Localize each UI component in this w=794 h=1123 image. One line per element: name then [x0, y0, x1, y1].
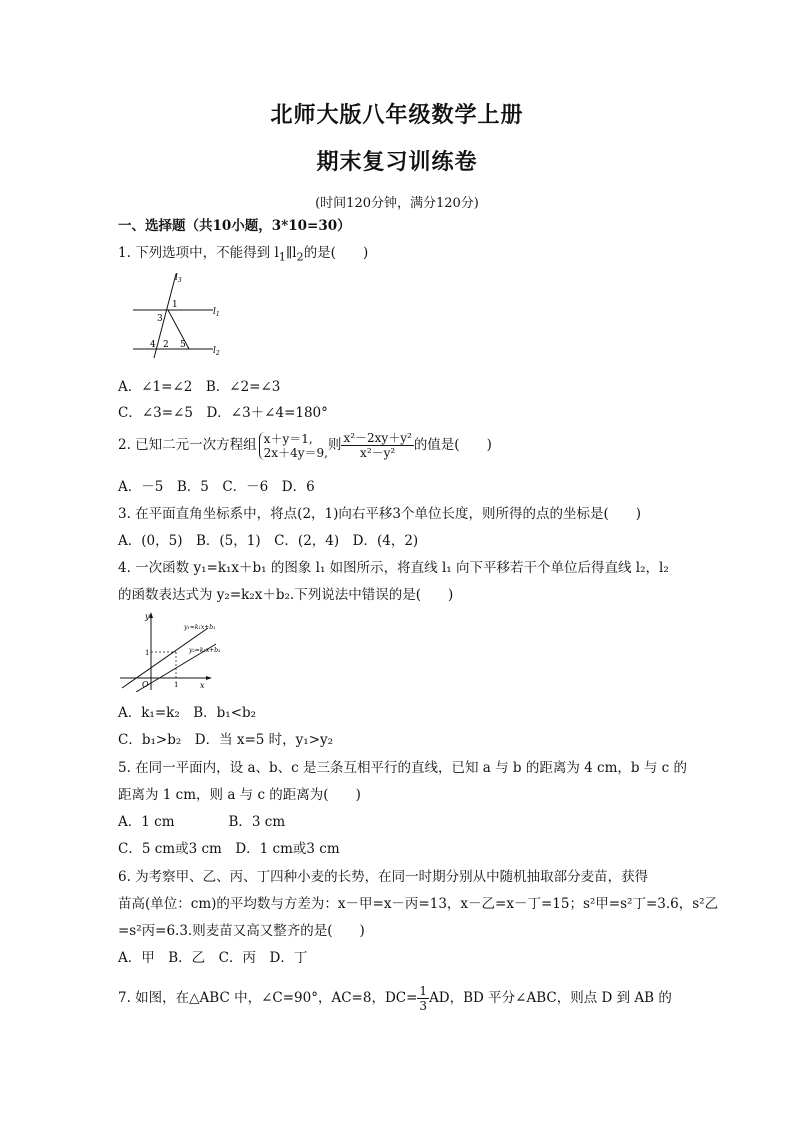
q2-fraction	[341, 431, 413, 460]
q5-stem-1: 5. 在同一平面内，设 a、b、c 是三条互相平行的直线，已知 a 与 b 的距离为 4 cm，b 与 c 的	[118, 760, 687, 776]
q4-options-2: C．b₁>b₂ D．当 x=5 时，y₁>y₂	[118, 732, 334, 748]
q5-options-2: C．5 cm或3 cm D．1 cm或3 cm	[118, 841, 340, 857]
q2-stem-part: 则	[327, 437, 342, 453]
q4-stem-2: 的函数表达式为 y₂=k₂x＋b₂.下列说法中错误的是( )	[118, 587, 454, 603]
q3-stem: 3. 在平面直角坐标系中，将点(2，1)向右平移3个单位长度，则所得的点的坐标是( )	[118, 506, 642, 522]
q1-stem	[118, 244, 368, 267]
q2-stem	[118, 431, 492, 460]
angle-5-label: 5	[180, 340, 186, 350]
transversal	[168, 310, 189, 349]
q5-options-1: A．1 cm B．3 cm	[118, 814, 286, 830]
origin-label: O	[142, 680, 149, 689]
q2-eq2: 2x＋4y＝9,	[263, 445, 328, 460]
label-l3: $l_3$	[175, 273, 182, 284]
q7-frac-num: 1	[419, 984, 428, 998]
line-y2-label: y₂=k₂x+b₂	[189, 647, 221, 654]
q2-stem-part: 的值是( )	[413, 437, 492, 453]
tick-y-1: 1	[145, 649, 150, 657]
q2-options: A．－5 B．5 C．－6 D．6	[118, 479, 315, 495]
q1-options-1: A．∠1=∠2 B．∠2=∠3	[118, 379, 281, 395]
q7-frac-den: 3	[419, 999, 428, 1013]
line-y1-label: y₁=k₁x+b₁	[184, 624, 216, 631]
title-line-2: 期末复习训练卷	[316, 149, 478, 175]
q6-stem-3: =s²丙=6.3.则麦苗又高又整齐的是( )	[118, 923, 365, 939]
q6-options: A．甲 B．乙 C．丙 D．丁	[118, 950, 308, 966]
q2-equation-system	[259, 432, 328, 460]
tick-x-1: 1	[174, 681, 179, 689]
q5-stem-2: 距离为 1 cm，则 a 与 c 的距离为( )	[118, 787, 361, 803]
q2-frac-den: x²－y²	[360, 446, 396, 460]
title-line-1: 北师大版八年级数学上册	[270, 102, 524, 128]
q6-stem-1: 6. 为考察甲、乙、丙、丁四种小麦的长势，在同一时期分别从中随机抽取部分麦苗，获得	[118, 869, 649, 885]
section-heading: 一、选择题（共10小题，3*10=30）	[118, 218, 351, 234]
q2-frac-num: x²－2xy＋y²	[343, 431, 412, 445]
q1-stem-part: 的是( )	[303, 245, 369, 261]
axis-y-label: y	[145, 612, 150, 621]
q1-figure	[128, 268, 228, 364]
q7-stem-part: 7. 如图，在△ABC 中，∠C=90°，AC=8，DC=	[118, 990, 418, 1006]
x-axis-arrow	[206, 676, 212, 680]
angle-4-label: 4	[150, 340, 156, 350]
q7-fraction	[417, 984, 429, 1013]
axis-x-label: x	[200, 681, 205, 690]
q3-options: A．(0，5) B．(5，1) C．(2，4) D．(4，2)	[118, 533, 419, 549]
q1-sub2: 2	[296, 250, 304, 264]
angle-1-label: 1	[172, 300, 178, 310]
label-l2: $l_2$	[213, 346, 220, 357]
exam-subtitle: (时间120分钟，满分120分)	[315, 196, 479, 211]
q7-stem-part: AD，BD 平分∠ABC，则点 D 到 AB 的	[429, 990, 672, 1006]
angle-3-label: 3	[157, 314, 163, 324]
q4-options-1: A．k₁=k₂ B．b₁<b₂	[118, 705, 257, 721]
angle-2-label: 2	[163, 340, 169, 350]
q1-stem-part: ∥l	[285, 245, 297, 261]
q1-options-2: C．∠3=∠5 D．∠3＋∠4=180°	[118, 405, 328, 421]
q7-stem	[118, 984, 672, 1013]
q1-sub1: 1	[278, 250, 286, 264]
q4-figure	[116, 608, 240, 692]
q6-stem-2: 苗高(单位：cm)的平均数与方差为：x－甲=x－丙=13，x－乙=x－丁=15；s²甲=s²丁=3.6，s²乙	[118, 896, 719, 912]
q2-eq1: x＋y＝1,	[263, 431, 313, 446]
q2-stem-part: 2. 已知二元一次方程组	[118, 437, 257, 453]
y-axis-arrow	[149, 612, 153, 618]
q4-stem-1: 4. 一次函数 y₁=k₁x＋b₁ 的图象 l₁ 如图所示，将直线 l₁ 向下平移若干个单位后得直线 l₂，l₂	[118, 560, 669, 576]
label-l1: $l_1$	[213, 307, 220, 318]
q1-stem-part: 1. 下列选项中，不能得到 l	[118, 245, 279, 261]
line-y1	[122, 628, 208, 688]
